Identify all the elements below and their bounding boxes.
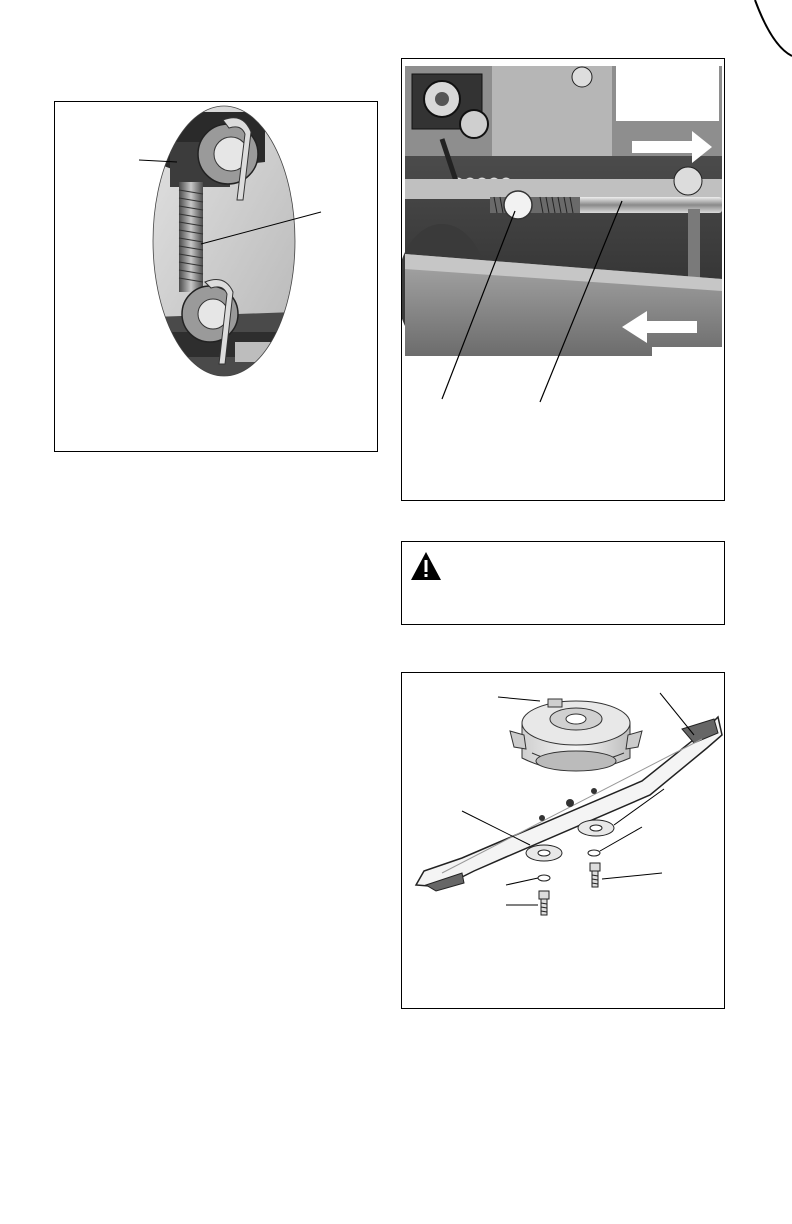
warning-triangle-icon bbox=[410, 550, 442, 582]
lock-washer-left bbox=[538, 875, 550, 881]
bolt-right bbox=[590, 863, 600, 887]
blade-assembly-figure bbox=[401, 672, 725, 1009]
bolt-left bbox=[539, 891, 549, 915]
deck-linkage-photo bbox=[402, 59, 724, 500]
deck-linkage-figure bbox=[401, 58, 725, 501]
lock-washer-right bbox=[588, 850, 600, 856]
warning-box bbox=[401, 541, 725, 625]
blade-assembly-diagram bbox=[402, 673, 724, 1008]
adjust-rod-figure bbox=[54, 101, 378, 452]
page-trim-mark bbox=[0, 0, 792, 60]
spindle-assembly bbox=[510, 699, 642, 771]
adjust-rod-photo bbox=[55, 102, 377, 451]
